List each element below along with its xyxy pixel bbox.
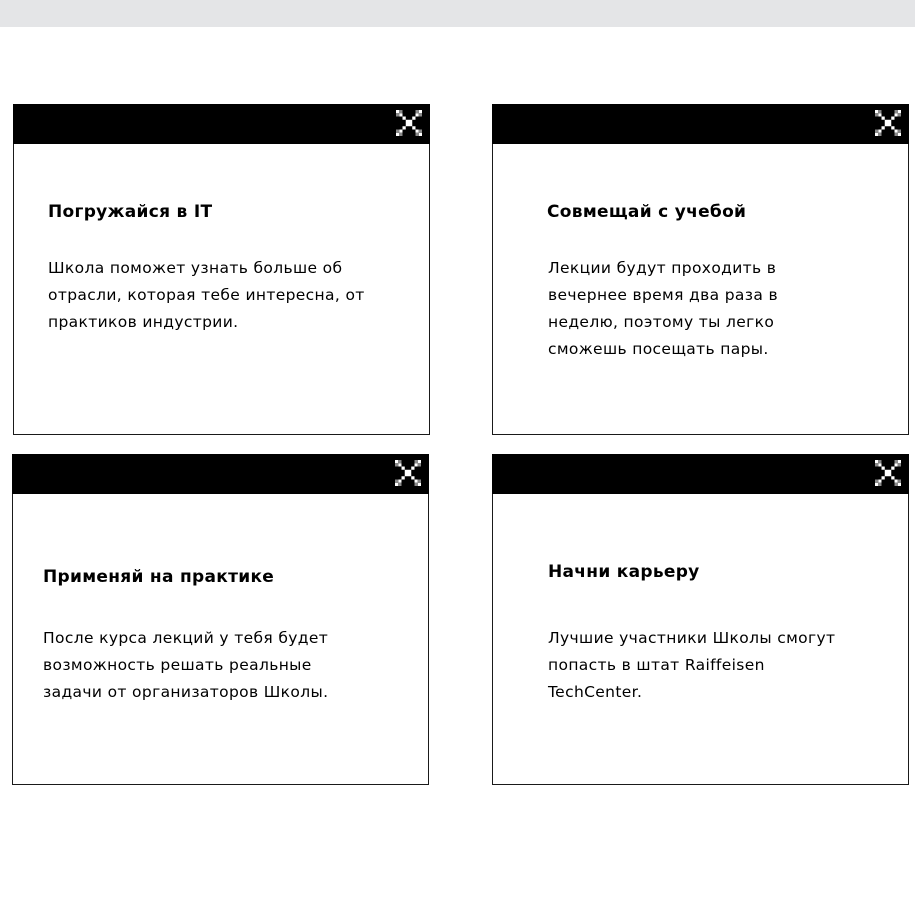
close-pixel-x-icon <box>875 460 901 486</box>
card-body-line: возможность решать реальные <box>43 656 312 674</box>
card-body-line: Лекции будут проходить в <box>548 259 777 277</box>
card-apply-practice <box>12 454 429 785</box>
card-combine-study <box>492 104 909 435</box>
close-pixel-x-icon <box>396 110 422 136</box>
close-button[interactable] <box>875 110 901 136</box>
card-body-line: отрасли, которая тебе интересна, от <box>48 286 365 304</box>
card-body-line: Школа поможет узнать больше об <box>48 259 343 277</box>
card-titlebar <box>12 454 429 494</box>
close-pixel-x-icon <box>875 110 901 136</box>
top-strip <box>0 0 915 27</box>
card-body-line: задачи от организаторов Школы. <box>43 683 329 701</box>
card-body-line: После курса лекций у тебя будет <box>43 629 329 647</box>
card-body <box>48 255 365 336</box>
card-body-line: попасть в штат Raiffeisen <box>548 656 765 674</box>
card-title: Применяй на практике <box>43 567 275 587</box>
card-start-career <box>492 454 909 785</box>
card-titlebar <box>492 104 909 144</box>
card-title: Совмещай с учебой <box>547 202 747 222</box>
card-body <box>548 255 778 363</box>
card-body-line: практиков индустрии. <box>48 313 239 331</box>
card-body <box>43 625 328 706</box>
card-body-line: вечернее время два раза в <box>548 286 778 304</box>
card-body <box>548 625 835 706</box>
close-pixel-x-icon <box>395 460 421 486</box>
card-body-line: TechCenter. <box>548 683 643 701</box>
card-body-line: Лучшие участники Школы смогут <box>548 629 836 647</box>
card-titlebar <box>13 104 430 144</box>
card-titlebar <box>492 454 909 494</box>
close-button[interactable] <box>396 110 422 136</box>
close-button[interactable] <box>875 460 901 486</box>
card-body-line: сможешь посещать пары. <box>548 340 769 358</box>
close-button[interactable] <box>395 460 421 486</box>
card-body-line: неделю, поэтому ты легко <box>548 313 775 331</box>
card-title: Погружайся в IT <box>48 202 213 222</box>
card-immerse-it <box>13 104 430 435</box>
card-title: Начни карьеру <box>548 562 700 582</box>
